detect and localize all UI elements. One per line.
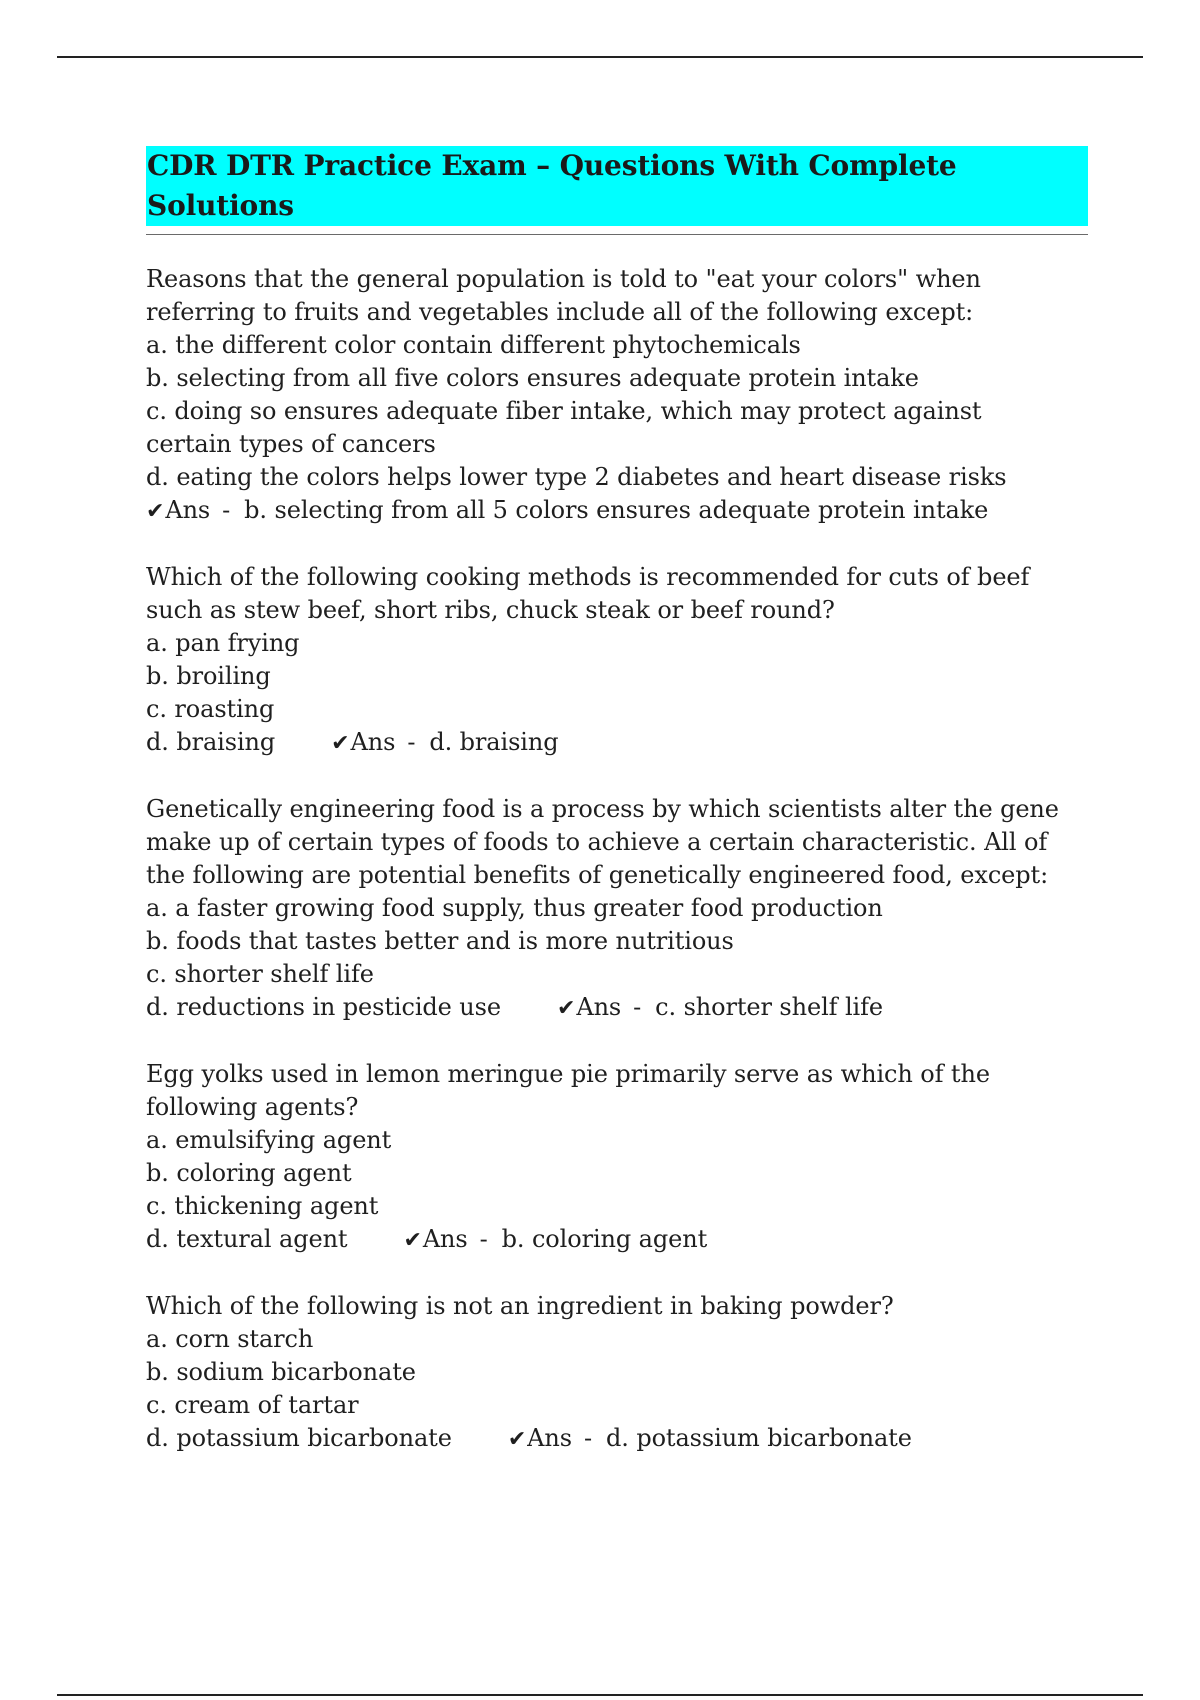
answer-option [146, 1190, 1088, 1223]
answer-option [146, 991, 1088, 1025]
answer-option [146, 726, 1088, 760]
answer-option [146, 660, 1088, 693]
answer-option [146, 1157, 1088, 1190]
question-text-line: the following are potential benefits of genetically engineered food, except: [146, 861, 1049, 889]
answer-label: Ans [576, 993, 622, 1021]
answer-option [146, 1124, 1088, 1157]
answer-option [146, 461, 1088, 494]
option-text: c. doing so ensures adequate fiber intake, which may protect against [146, 397, 982, 425]
answer-option [146, 362, 1088, 395]
answer-option [146, 395, 1088, 428]
footer-rule [57, 1694, 1143, 1696]
answer-dash: - [633, 993, 642, 1021]
question-block [146, 1290, 1088, 1456]
answer-option [146, 1389, 1088, 1422]
option-text: c. roasting [146, 695, 275, 723]
option-text: b. coloring agent [146, 1159, 352, 1187]
answer-line [146, 494, 1088, 528]
answer-text: b. coloring agent [501, 1225, 708, 1253]
answer-label: Ans [165, 496, 211, 524]
title-block [146, 146, 1088, 235]
option-text: a. a faster growing food supply, thus greater food production [146, 894, 883, 922]
answer-label: Ans [422, 1225, 468, 1253]
question-text-line: Reasons that the general population is told to "eat your colors" when [146, 265, 981, 293]
option-text: c. thickening agent [146, 1192, 379, 1220]
answer-text: b. selecting from all 5 colors ensures adequate protein intake [244, 496, 989, 524]
question-text-line: following agents? [146, 1093, 359, 1121]
answer-dash: - [222, 496, 231, 524]
option-text: a. pan frying [146, 629, 300, 657]
option-text: c. cream of tartar [146, 1391, 359, 1419]
option-text: d. braising [146, 728, 276, 756]
answer-option [146, 1323, 1088, 1356]
document-body [146, 146, 1088, 1489]
option-text: b. sodium bicarbonate [146, 1358, 416, 1386]
answer-option [146, 1356, 1088, 1389]
answer-text: c. shorter shelf life [655, 993, 884, 1021]
option-text: d. potassium bicarbonate [146, 1424, 452, 1452]
answer-option [146, 1422, 1088, 1456]
option-text: certain types of cancers [146, 430, 436, 458]
question-list [146, 263, 1088, 1456]
option-text: c. shorter shelf life [146, 960, 374, 988]
option-text: d. eating the colors helps lower type 2 diabetes and heart disease risks [146, 463, 1007, 491]
answer-label: Ans [527, 1424, 572, 1452]
answer-option [146, 892, 1088, 925]
document-title: CDR DTR Practice Exam – Questions With Complete Solutions [146, 146, 1088, 226]
question-block [146, 561, 1088, 760]
header-rule [57, 56, 1143, 58]
answer-text: d. braising [429, 728, 559, 756]
answer-option [146, 627, 1088, 660]
checkmark-icon: ✔ [331, 731, 350, 756]
answer-key [275, 728, 558, 756]
answer-option [146, 925, 1088, 958]
answer-option [146, 1223, 1088, 1257]
question-block [146, 793, 1088, 1025]
checkmark-icon: ✔ [557, 996, 576, 1021]
answer-option [146, 958, 1088, 991]
checkmark-icon: ✔ [146, 499, 165, 524]
answer-dash: - [583, 1424, 592, 1452]
question-text-line: such as stew beef, short ribs, chuck steak or beef round? [146, 596, 835, 624]
answer-key [146, 496, 988, 524]
answer-dash: - [479, 1225, 488, 1253]
question-text-line: Which of the following cooking methods is recommended for cuts of beef [146, 563, 1030, 591]
answer-option [146, 693, 1088, 726]
question-text-line: Genetically engineering food is a process by which scientists alter the gene [146, 795, 1059, 823]
question-text-line: Egg yolks used in lemon meringue pie primarily serve as which of the [146, 1060, 990, 1088]
option-text: b. broiling [146, 662, 271, 690]
question-block [146, 1058, 1088, 1257]
option-text: b. foods that tastes better and is more nutritious [146, 927, 734, 955]
question-text-line: referring to fruits and vegetables include all of the following except: [146, 298, 974, 326]
option-text: a. the different color contain different phytochemicals [146, 331, 801, 359]
answer-key [452, 1424, 912, 1452]
question-text-line: make up of certain types of foods to achieve a certain characteristic. All of [146, 828, 1048, 856]
answer-option [146, 329, 1088, 362]
answer-dash: - [407, 728, 416, 756]
question-text-line: Which of the following is not an ingredient in baking powder? [146, 1292, 894, 1320]
answer-label: Ans [350, 728, 396, 756]
checkmark-icon: ✔ [507, 1427, 527, 1452]
option-text: a. corn starch [146, 1325, 314, 1353]
option-text: b. selecting from all five colors ensures adequate protein intake [146, 364, 919, 392]
answer-key [347, 1225, 707, 1253]
answer-option [146, 428, 1088, 461]
option-text: a. emulsifying agent [146, 1126, 392, 1154]
answer-key [501, 993, 883, 1021]
option-text: d. reductions in pesticide use [146, 993, 501, 1021]
question-block [146, 263, 1088, 528]
checkmark-icon: ✔ [403, 1228, 422, 1253]
option-text: d. textural agent [146, 1225, 348, 1253]
answer-text: d. potassium bicarbonate [606, 1424, 912, 1452]
